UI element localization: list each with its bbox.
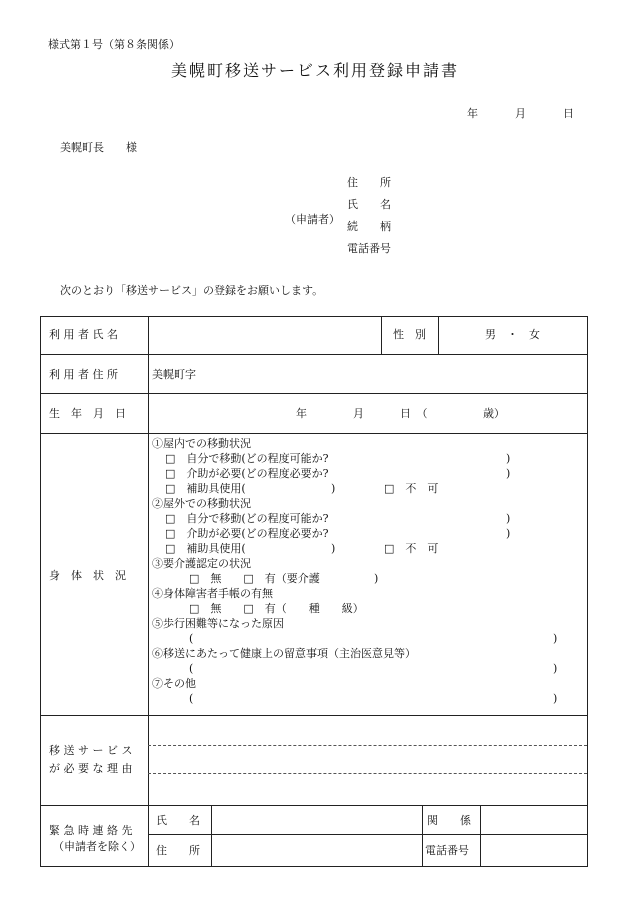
s1-aid[interactable]: □ 補助具使用( [165,482,246,495]
section-1-title: ①屋内での移動状況 [152,437,251,450]
user-address-label: 利 用 者 住 所 [49,368,118,381]
section-6-title: ⑥移送にあたって健康上の留意事項（主治医意見等） [152,647,416,660]
form-number: 様式第１号（第８条関係） [48,38,180,51]
emergency-address-label: 住 所 [156,844,200,857]
addressee: 美幌町長 様 [60,141,137,154]
emergency-relation-label: 関 係 [427,814,471,827]
s1-assist-close: ) [506,467,511,480]
birth-month: 月 [353,407,364,420]
intro-text: 次のとおり「移送サービス」の登録をお願いします。 [60,284,324,297]
s1-self-move[interactable]: □ 自分で移動(どの程度可能か? [165,452,329,465]
s2-self-move-close: ) [506,512,511,525]
user-name-label: 利 用 者 氏 名 [49,328,118,341]
section-2-title: ②屋外での移動状況 [152,497,251,510]
birthdate-label: 生 年 月 日 [49,407,126,420]
s2-aid-close: ) [331,542,336,555]
date-year: 年 [467,107,478,120]
s2-assist-close: ) [506,527,511,540]
emergency-relation-field[interactable] [484,808,584,832]
document-title: 美幌町移送サービス利用登録申請書 [170,61,459,80]
emergency-label-2: （申請者を除く） [53,840,141,853]
s7-close: ) [553,692,558,705]
applicant-phone-label: 電話番号 [347,242,391,255]
reason-label-2: が 必 要 な 理 由 [49,762,133,775]
date-month: 月 [515,107,526,120]
gender-options[interactable]: 男 ・ 女 [485,328,540,341]
birth-age: 歳） [483,407,505,420]
gender-label: 性 別 [393,328,426,341]
registration-table [40,316,588,867]
s2-self-move[interactable]: □ 自分で移動(どの程度可能か? [165,512,329,525]
reason-label-1: 移 送 サ ー ビ ス [49,744,133,757]
s2-not-possible[interactable]: □ 不 可 [384,542,439,555]
s3-close: ) [374,572,379,585]
applicant-group-label: （申請者） [285,213,340,226]
s2-aid[interactable]: □ 補助具使用( [165,542,246,555]
emergency-label-1: 緊 急 時 連 絡 先 [49,824,133,837]
s5-open: ( [189,632,194,645]
user-name-field[interactable] [152,321,378,351]
section-4-title: ④身体障害者手帳の有無 [152,587,273,600]
s5-close: ) [553,632,558,645]
s4-options[interactable]: □ 無 □ 有（ 種 級） [189,602,364,615]
s6-close: ) [553,662,558,675]
birth-day: 日 （ [400,407,428,420]
section-7-title: ⑦その他 [152,677,196,690]
s7-open: ( [189,692,194,705]
physical-condition-label: 身 体 状 況 [49,569,126,582]
applicant-relation-label: 続 柄 [347,220,391,233]
emergency-name-label: 氏 名 [156,814,200,827]
applicant-name-label: 氏 名 [347,198,391,211]
reason-field[interactable] [152,719,585,803]
s1-assist[interactable]: □ 介助が必要(どの程度必要か? [165,467,329,480]
birth-year: 年 [296,407,307,420]
s2-assist[interactable]: □ 介助が必要(どの程度必要か? [165,527,329,540]
user-address-value[interactable]: 美幌町字 [152,368,196,381]
emergency-name-field[interactable] [215,808,418,832]
s6-open: ( [189,662,194,675]
applicant-address-label: 住 所 [347,176,391,189]
emergency-address-field[interactable] [215,837,418,863]
emergency-phone-field[interactable] [484,837,584,863]
s1-self-move-close: ) [506,452,511,465]
section-3-title: ③要介護認定の状況 [152,557,251,570]
section-5-title: ⑤歩行困難等になった原因 [152,617,284,630]
s3-options[interactable]: □ 無 □ 有（要介護 [189,572,320,585]
date-day: 日 [563,107,574,120]
emergency-phone-label: 電話番号 [425,844,469,857]
s1-aid-close: ) [331,482,336,495]
s1-not-possible[interactable]: □ 不 可 [384,482,439,495]
